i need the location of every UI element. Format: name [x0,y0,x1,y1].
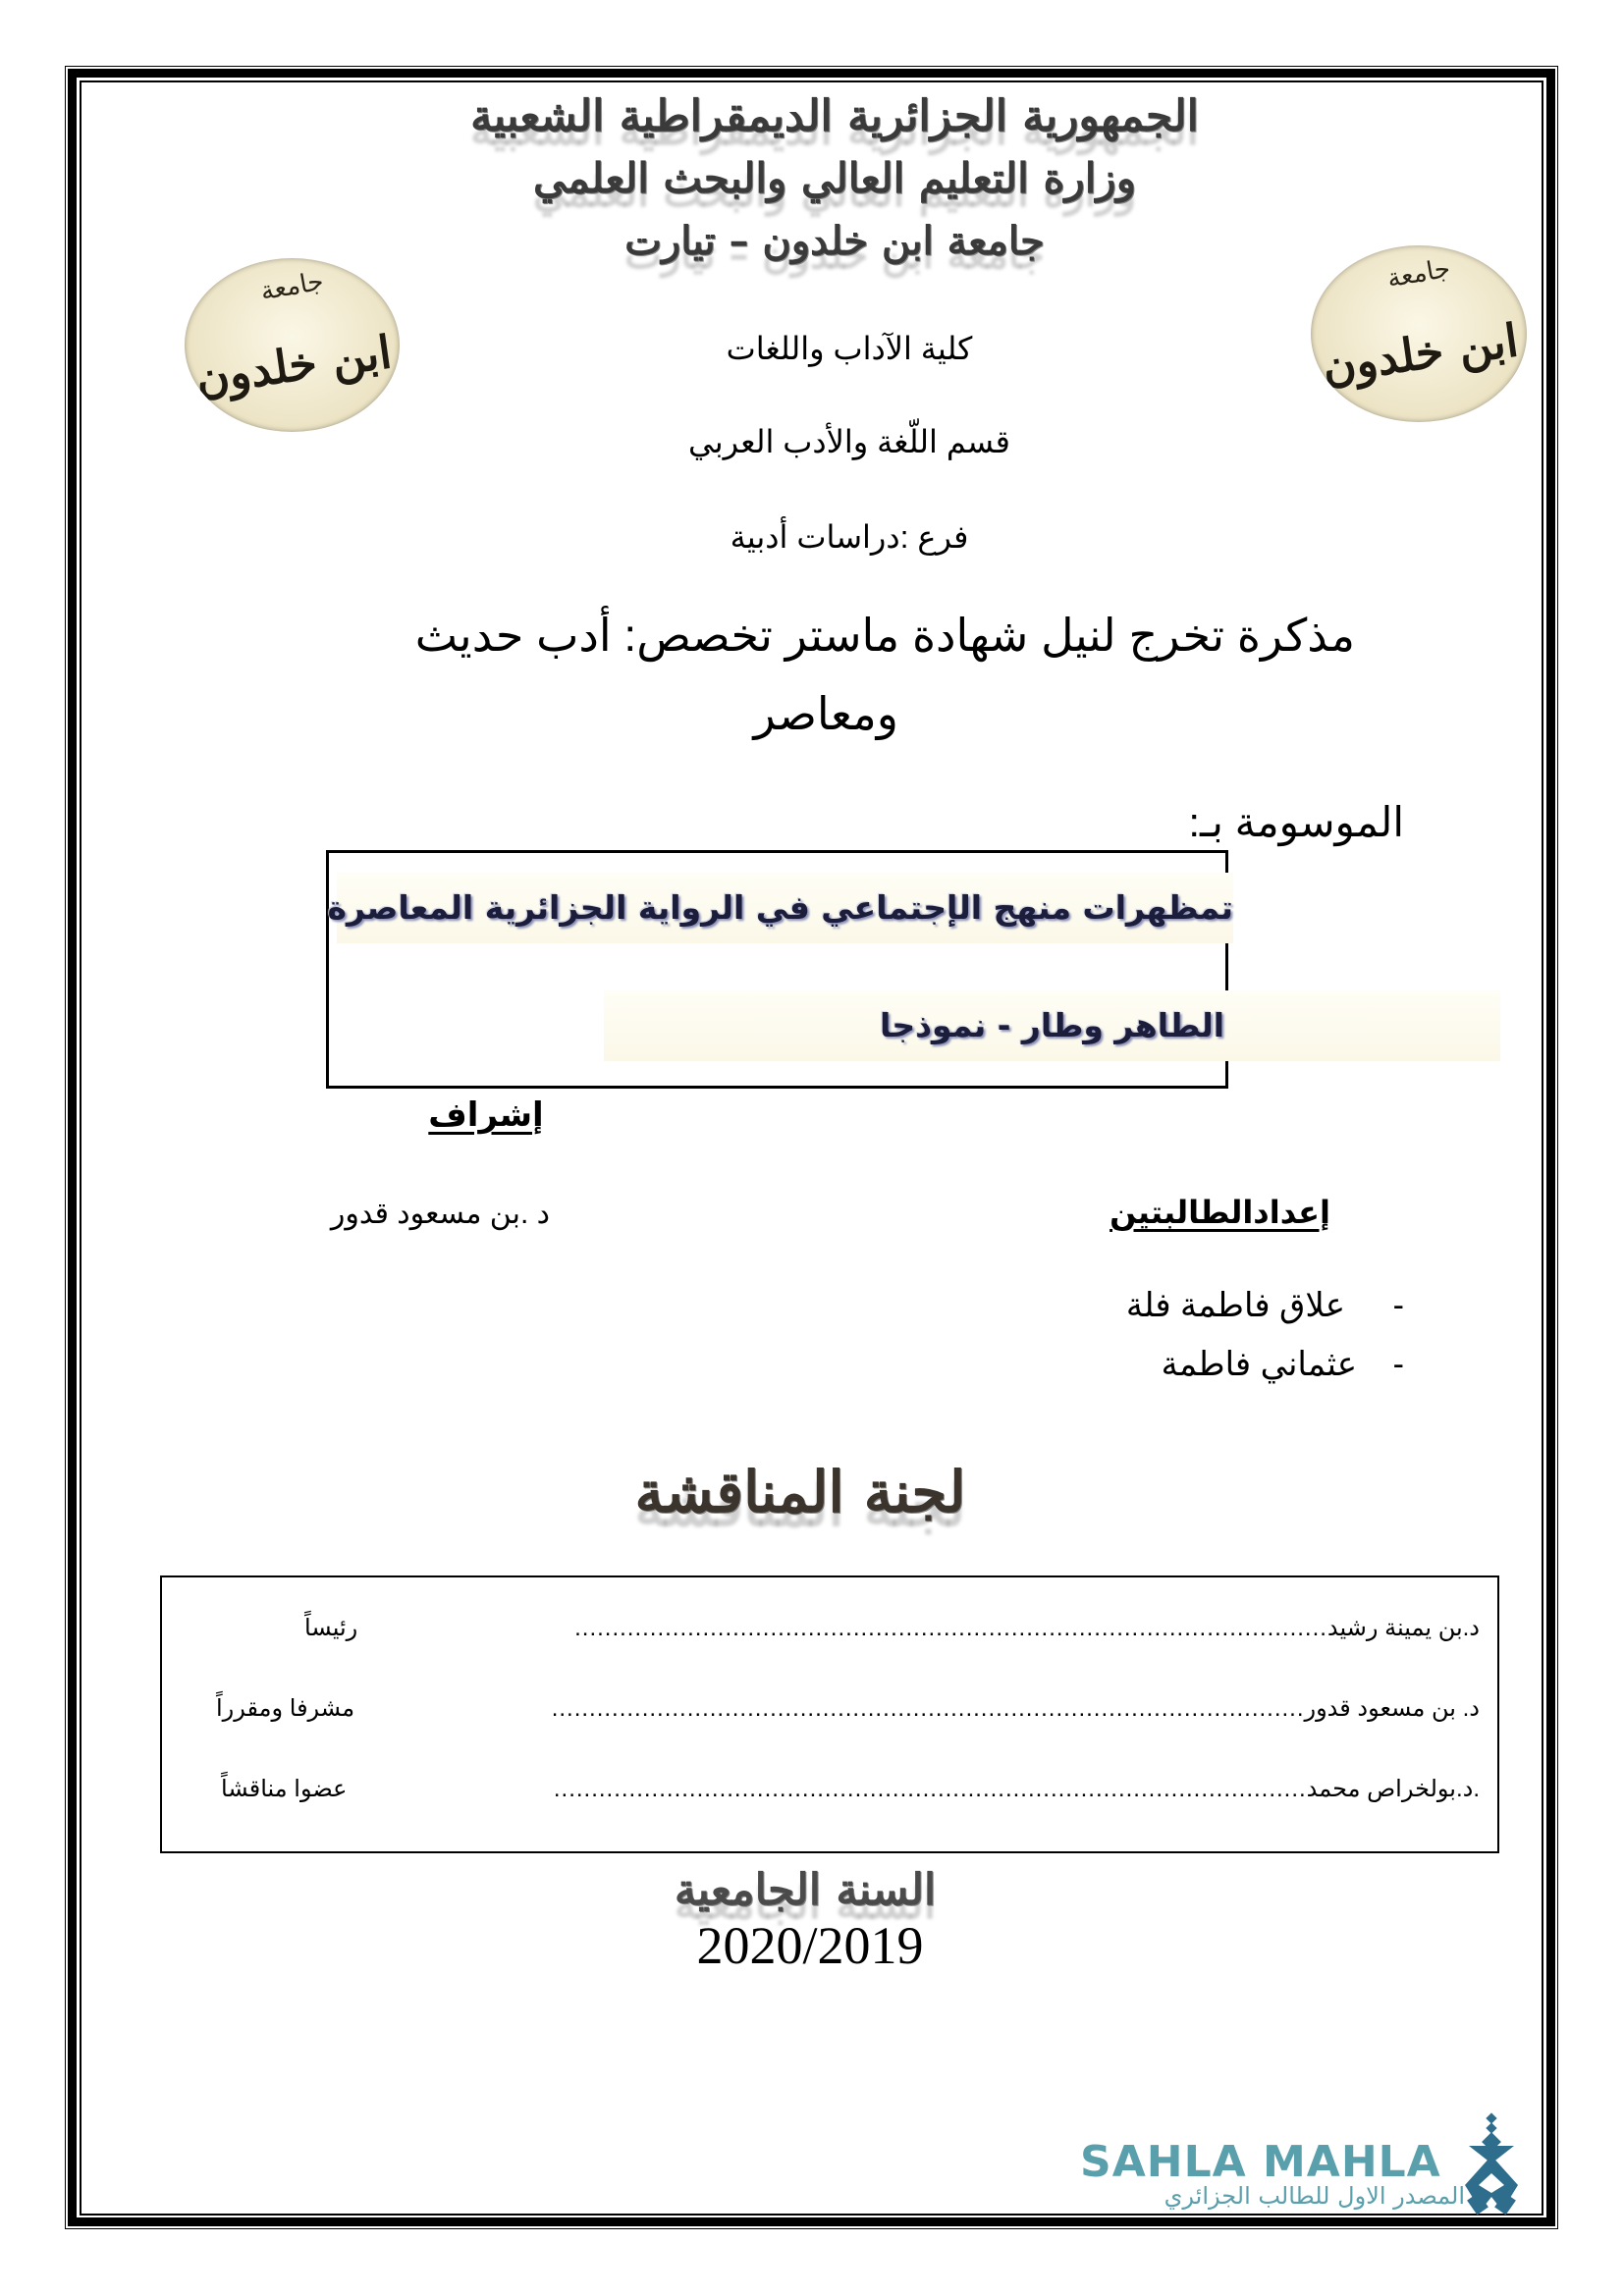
committee-member-role: عضوا مناقشاً [221,1776,348,1802]
student-item [1060,1335,1404,1394]
logo-left-calligraphy: ابن خلدون [191,324,395,405]
thesis-title-box [326,850,1233,1089]
watermark-logo-icon [1463,2112,1520,2218]
watermark-brand: SAHLA MAHLA [1080,2137,1441,2187]
students-list [1060,1276,1404,1394]
committee-member-name: د. بن مسعود قدور [1304,1695,1480,1722]
committee-row [182,1599,1480,1642]
committee-row [182,1680,1480,1723]
student-bullet: - [1392,1345,1404,1383]
supervision-label: إشراف [428,1095,544,1135]
committee-box [160,1575,1499,1853]
students-label: إعدادالطالبتين [1110,1194,1330,1231]
titled-label: الموسومة بـ: [1188,799,1404,845]
student-name: علاق فاطمة فلة [1125,1287,1345,1324]
committee-row [182,1760,1480,1803]
university-logo-right [1311,245,1527,422]
academic-year-label: السنة الجامعية [674,1865,937,1915]
faculty-name: كلية الآداب واللغات [726,331,973,366]
committee-dots: .................................................................................................... [551,1695,1305,1722]
student-bullet: - [1392,1286,1404,1324]
student-name: عثماني فاطمة [1161,1346,1357,1383]
logo-right-caption: جامعة [1384,253,1453,294]
thesis-line-1: مذكرة تخرج لنيل شهادة ماستر تخصص: أدب حديث [414,610,1355,661]
header-republic: الجمهورية الجزائرية الديمقراطية الشعبية [470,91,1199,141]
branch-name: فرع :دراسات أدبية [730,519,969,555]
academic-year-value: 2020/2019 [696,1916,924,1975]
logo-right-calligraphy: ابن خلدون [1319,313,1522,394]
watermark-tagline: المصدر الاول للطالب الجزائري [1164,2182,1465,2210]
student-item [1060,1276,1404,1335]
institution-header [412,86,1257,273]
committee-member-role: رئيساً [304,1615,358,1641]
header-ministry: وزارة التعليم العالي والبحث العلمي [533,154,1136,202]
committee-member-role: مشرفا ومقرراً [216,1695,355,1722]
committee-heading: لجنة المناقشة [634,1459,966,1525]
committee-member-name: .د.بولخراص محمد [1306,1776,1480,1802]
committee-member-name: د.بن يمينة رشيد [1326,1615,1480,1641]
committee-dots: .................................................................................................... [553,1776,1307,1802]
thesis-title-line-2: الطاهر وطار - نموذجا [604,990,1500,1061]
logo-left-caption: جامعة [258,266,326,307]
header-university: جامعة ابن خلدون – تيارت [624,218,1045,264]
supervisor-name: د .بن مسعود قدور [330,1198,550,1230]
thesis-title-line-1: تمظهرات منهج الإجتماعي في الرواية الجزائرية المعاصرة [337,873,1233,943]
department-name: قسم اللّغة والأدب العربي [688,424,1010,459]
committee-dots: .................................................................................................... [574,1615,1327,1641]
university-logo-left [185,258,400,432]
thesis-line-2: ومعاصر [753,688,898,739]
